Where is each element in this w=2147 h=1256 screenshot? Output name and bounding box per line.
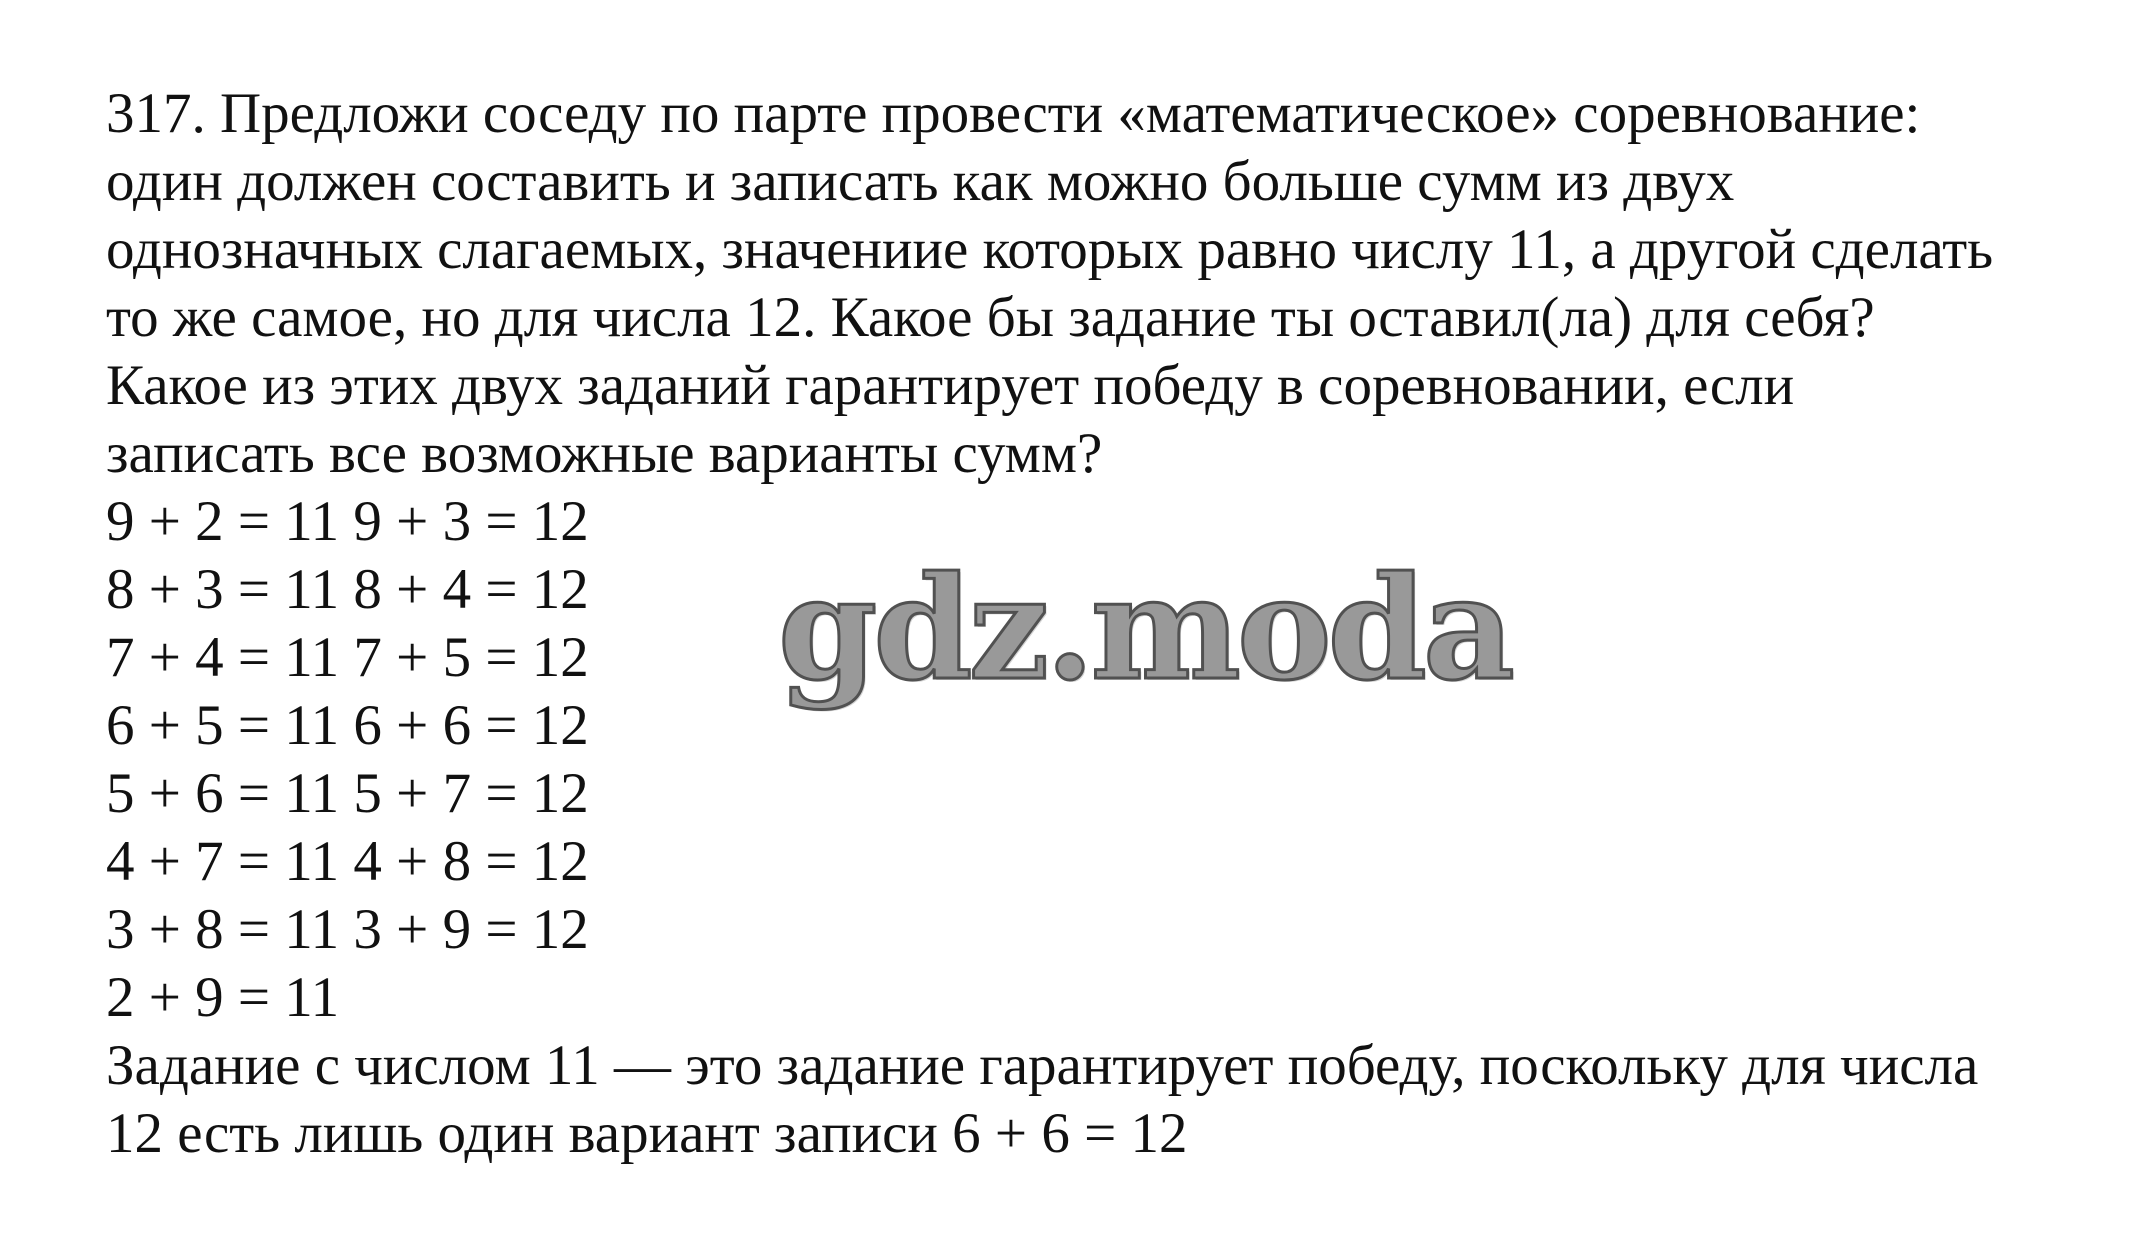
sum-line: 3 + 8 = 11 3 + 9 = 12 <box>106 898 589 961</box>
problem-line: однозначных слагаемых, значениие которых равно числу 11, а другой сделать <box>106 218 1994 281</box>
answer-line: 12 есть лишь один вариант записи 6 + 6 = 12 <box>106 1102 1188 1165</box>
answer-line: Задание с числом 11 — это задание гарантирует победу, поскольку для числа <box>106 1034 1979 1097</box>
problem-line: записать все возможные варианты сумм? <box>106 422 1103 485</box>
sum-line: 8 + 3 = 11 8 + 4 = 12 <box>106 558 589 621</box>
problem-line: 317. Предложи соседу по парте провести «математическое» соревнование: <box>106 82 1921 145</box>
sum-line: 6 + 5 = 11 6 + 6 = 12 <box>106 694 589 757</box>
sum-line: 7 + 4 = 11 7 + 5 = 12 <box>106 626 589 689</box>
sum-line: 5 + 6 = 11 5 + 7 = 12 <box>106 762 589 825</box>
sum-line: 2 + 9 = 11 <box>106 966 340 1029</box>
problem-line: один должен составить и записать как можно больше сумм из двух <box>106 150 1735 213</box>
sum-line: 4 + 7 = 11 4 + 8 = 12 <box>106 830 589 893</box>
problem-line: то же самое, но для числа 12. Какое бы задание ты оставил(ла) для себя? <box>106 286 1875 349</box>
sum-line: 9 + 2 = 11 9 + 3 = 12 <box>106 490 589 553</box>
watermark-logo: gdz.moda <box>778 546 1511 712</box>
problem-line: Какое из этих двух заданий гарантирует победу в соревновании, если <box>106 354 1795 417</box>
